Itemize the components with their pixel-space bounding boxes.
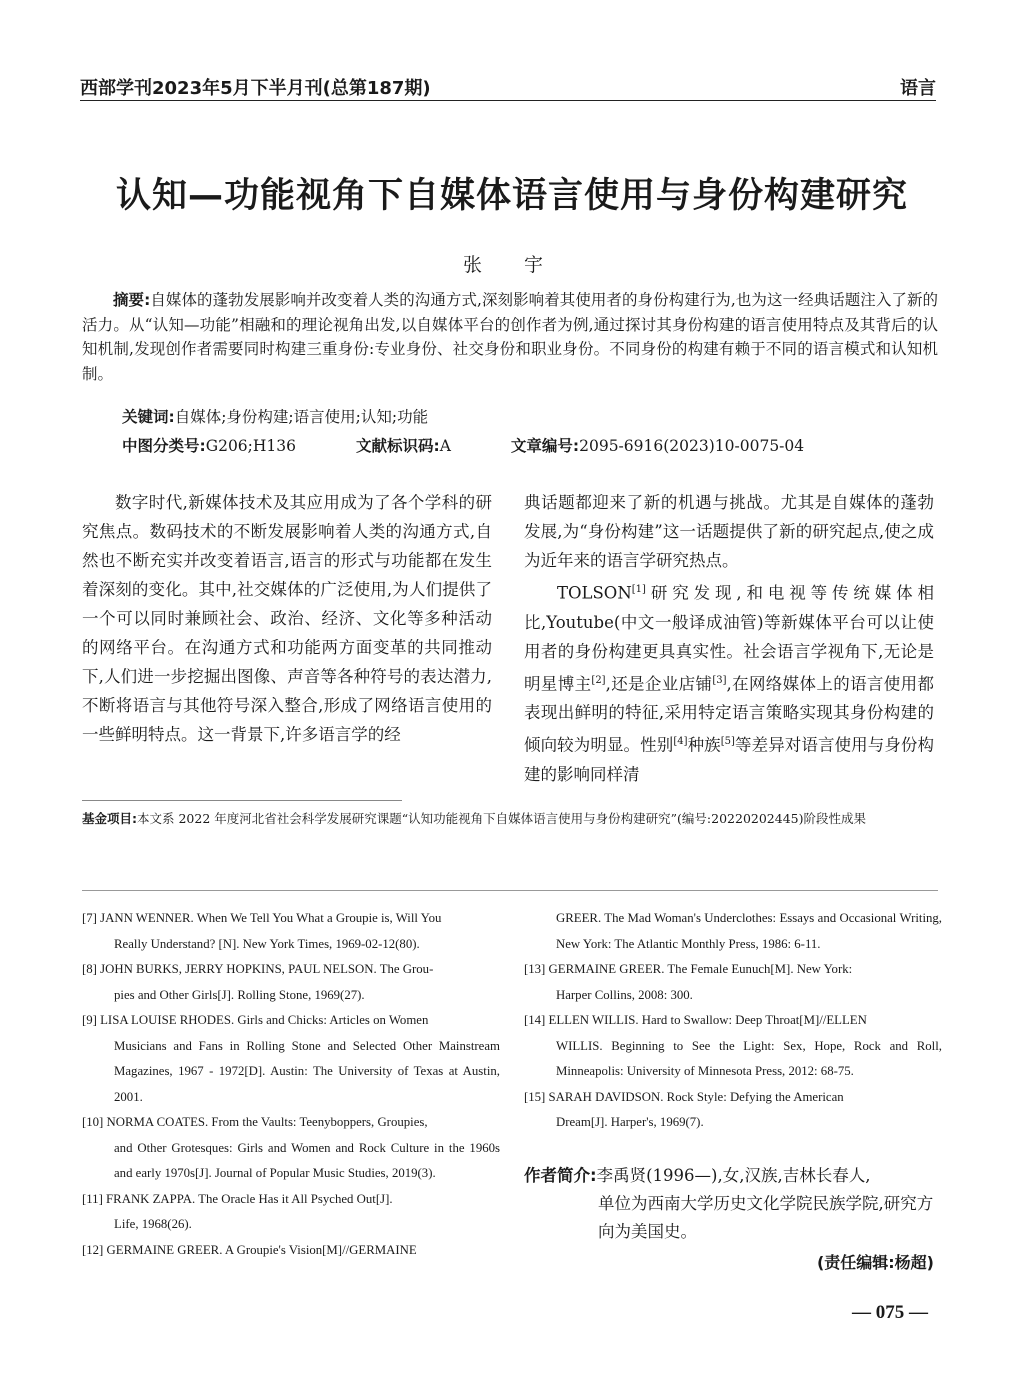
reference-item [82, 906, 500, 957]
keywords-label: 关键词: [122, 408, 175, 426]
reference-text: and Other Grotesques: Girls and Women and Rock Culture in the 1960s and early 1970s[J]. Journal of Popular Music Studies, 2019(3). [114, 1140, 500, 1180]
body-paragraph: 数字时代,新媒体技术及其应用成为了各个学科的研究焦点。数码技术的不断发展影响着人类的沟通方式,自然也不断充实并改变着语言,语言的形式与功能都在发生着深刻的变化。其中,社交媒体的广泛使用,为人们提供了一个可以同时兼顾社会、政治、经济、文化等多种活动的网络平台。在沟通方式和功能两方面变革的共同推动下,人们进一步挖掘出图像、声音等各种符号的表达潜力,不断将语言与其他符号深入整合,形成了网络语言使用的一些鲜明特点。这一背景下,许多语言学的经 [82, 493, 492, 744]
fund-note [82, 808, 938, 829]
footnote-rule [82, 800, 402, 801]
reference-text: [9] LISA LOUISE RHODES. Girls and Chicks: Articles on Women [82, 1013, 429, 1027]
citation: [3] [712, 674, 727, 686]
abstract-label: 摘要: [113, 291, 151, 309]
body-text: ,在网络媒体上的语言使用都表现出鲜明的特征,采用特定语言策略实现其身份构建的倾向较为明显。性别 [524, 674, 935, 755]
article-number-label: 文章编号: [510, 437, 580, 455]
reference-item [82, 1008, 500, 1110]
reference-text: [11] FRANK ZAPPA. The Oracle Has it All Psyched Out[J]. [82, 1191, 393, 1206]
bio-rest: 单位为西南大学历史文化学院民族学院,研究方向为美国史。 [598, 1194, 934, 1241]
clc-label: 中图分类号: [122, 437, 206, 455]
author-name: 张 宇 [462, 254, 562, 276]
reference-text: [13] GERMAINE GREER. The Female Eunuch[M]. New York: [524, 962, 853, 976]
classification-line [122, 434, 942, 458]
paper-title: 认知—功能视角下自媒体语言使用与身份构建研究 [115, 176, 908, 216]
reference-text: Dream[J]. Harper's, 1969(7). [556, 1115, 704, 1129]
references-left [82, 906, 500, 1263]
reference-text: pies and Other Girls[J]. Rolling Stone, 1969(27). [114, 987, 365, 1002]
reference-text: Life, 1968(26). [114, 1217, 192, 1231]
reference-text: GREER. The Mad Woman's Underclothes: Essays and Occasional Writing, New York: The Atlantic Monthly Press, 1986: 6-11. [556, 911, 942, 951]
keywords-text: 自媒体;身份构建;语言使用;认知;功能 [174, 408, 429, 426]
fund-label: 基金项目: [82, 811, 137, 826]
abstract [82, 288, 938, 386]
body-text: 研究发现,和电视等传统媒体相比,Youtube(中文一般译成油管)等新媒体平台可以让使用者的身份构建更具真实性。社会语言学视角下,无论是明星博主 [524, 583, 934, 693]
citation: [5] [720, 736, 735, 747]
reference-text: [12] GERMAINE GREER. A Groupie's Vision[M]//GERMAINE [82, 1242, 417, 1257]
author-bio [524, 1162, 938, 1246]
reference-item [524, 906, 942, 957]
fund-text: 本文系 2022 年度河北省社会科学发展研究课题“认知功能视角下自媒体语言使用与身份构建研究”(编号:20220202445)阶段性成果 [137, 811, 866, 826]
body-column-left [82, 488, 492, 749]
reference-item [524, 957, 942, 1008]
reference-text: Musicians and Fans in Rolling Stone and Selected Other Mainstream Magazines, 1967 - 1972[D]. Austin: The University of Texas at Austin, 2001. [114, 1038, 500, 1104]
body-paragraph [524, 575, 934, 789]
doc-code-label: 文献标识码: [356, 437, 440, 455]
body-text: TOLSON [557, 583, 632, 603]
reference-item [82, 1110, 500, 1187]
bio-label: 作者简介: [524, 1166, 597, 1185]
reference-text: [14] ELLEN WILLIS. Hard to Swallow: Deep Throat[M]//ELLEN [524, 1013, 867, 1027]
reference-item [524, 1085, 942, 1136]
body-column-right [524, 488, 934, 789]
reference-text: [8] JOHN BURKS, JERRY HOPKINS, PAUL NELSON. The Grou- [82, 962, 434, 976]
running-header [80, 70, 936, 100]
journal-issue: 西部学刊2023年5月下半月刊(总第187期) [80, 78, 431, 99]
page-number: — 075 — [852, 1302, 928, 1323]
clc-value: G206;H136 [205, 437, 296, 455]
reference-text: [10] NORMA COATES. From the Vaults: Teenyboppers, Groupies, [82, 1115, 428, 1129]
keywords [122, 405, 428, 429]
citation: [1] [631, 584, 646, 595]
reference-text: [15] SARAH DAVIDSON. Rock Style: Defying the American [524, 1089, 844, 1104]
citation: [4] [673, 736, 688, 747]
bio-line: 李禹贤(1996—),女,汉族,吉林长春人, [596, 1166, 871, 1185]
references-right [524, 906, 942, 1136]
reference-item [82, 1187, 500, 1238]
section-divider [82, 890, 938, 891]
reference-text: [7] JANN WENNER. When We Tell You What a Groupie is, Will You [82, 911, 442, 925]
reference-text: WILLIS. Beginning to See the Light: Sex, Hope, Rock and Roll, Minneapolis: University of Minnesota Press, 2012: 68-75. [556, 1038, 942, 1078]
body-text: 等差异对语言使用与身份构建的影响同样清 [524, 735, 935, 784]
body-text: ,还是企业店铺 [605, 674, 713, 693]
reference-item [82, 957, 500, 1008]
section-label: 语言 [900, 78, 936, 99]
article-number-value: 2095-6916(2023)10-0075-04 [579, 437, 805, 455]
header-rule [80, 100, 936, 101]
body-text: 种族 [687, 735, 721, 755]
doc-code-value: A [439, 437, 451, 455]
abstract-text: 自媒体的蓬勃发展影响并改变着人类的沟通方式,深刻影响着其使用者的身份构建行为,也为这一经典话题注入了新的活力。从“认知—功能”相融和的理论视角出发,以自媒体平台的创作者为例,通过探讨其身份构建的语言使用特点及其背后的认知机制,发现创作者需要同时构建三重身份:专业身份、社交身份和职业身份。不同身份的构建有赖于不同的语言模式和认知机制。 [82, 291, 938, 383]
reference-item [82, 1238, 500, 1264]
body-paragraph-continued: 典话题都迎来了新的机遇与挑战。尤其是自媒体的蓬勃发展,为“身份构建”这一话题提供了新的研究起点,使之成为近年来的语言学研究热点。 [524, 493, 934, 570]
reference-text: Harper Collins, 2008: 300. [556, 987, 693, 1002]
responsible-editor: (责任编辑:杨超) [816, 1253, 934, 1272]
citation: [2] [591, 674, 606, 686]
reference-item [524, 1008, 942, 1085]
reference-text: Really Understand? [N]. New York Times, 1969-02-12(80). [114, 936, 420, 951]
